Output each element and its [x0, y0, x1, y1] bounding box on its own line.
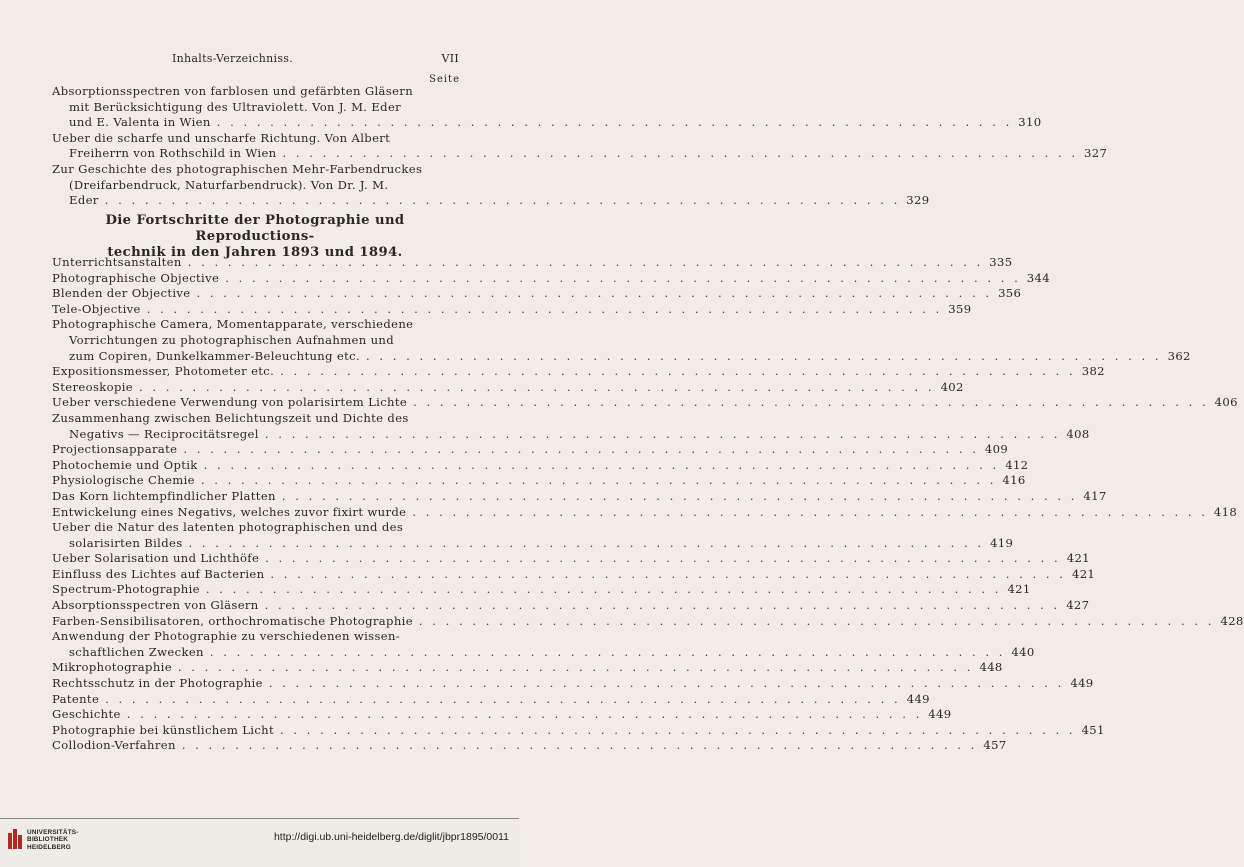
toc-entry-line — [52, 598, 1090, 614]
toc-entry-page: 329 — [906, 193, 930, 208]
toc-entry-title: Photographische Objective — [52, 270, 220, 285]
running-title: Inhalts-Verzeichniss. — [172, 52, 294, 65]
dot-leader: . . . . . . . . . . . . . . . . . . . . . . . . . . . . . . . . . . . . . . . . . . . . . . . . . . . . . . . . . . . . — [280, 722, 1076, 737]
toc-entry-page: 449 — [906, 691, 930, 706]
dot-leader: . . . . . . . . . . . . . . . . . . . . . . . . . . . . . . . . . . . . . . . . . . . . . . . . . . . . . . . . . . . . — [188, 535, 985, 550]
dot-leader: . . . . . . . . . . . . . . . . . . . . . . . . . . . . . . . . . . . . . . . . . . . . . . . . . . . . . . . . . . . . — [282, 146, 1079, 161]
toc-entry — [52, 130, 1108, 162]
toc-entry-title: Physiologische Chemie — [52, 473, 195, 488]
toc-entry-title: Freiherrn von Rothschild in Wien — [69, 146, 277, 161]
toc-entry-line — [52, 84, 458, 100]
toc-entry-line — [52, 442, 1009, 458]
toc-entry-line — [52, 317, 458, 333]
dot-leader: . . . . . . . . . . . . . . . . . . . . . . . . . . . . . . . . . . . . . . . . . . . . . . . . . . . . . . . . . . . . — [281, 488, 1078, 503]
toc-entry-line — [52, 644, 1035, 661]
toc-entry-page: 412 — [1005, 457, 1029, 472]
dot-leader: . . . . . . . . . . . . . . . . . . . . . . . . . . . . . . . . . . . . . . . . . . . . . . . . . . . . . . . . . . . . — [205, 582, 1002, 597]
dot-leader: . . . . . . . . . . . . . . . . . . . . . . . . . . . . . . . . . . . . . . . . . . . . . . . . . . . . . . . . . . . . — [412, 504, 1208, 519]
toc-entry-line — [52, 255, 1013, 271]
page-column-label: Seite — [429, 74, 460, 85]
dot-leader: . . . . . . . . . . . . . . . . . . . . . . . . . . . . . . . . . . . . . . . . . . . . . . . . . . . . . . . . . . . . — [177, 660, 974, 675]
toc-entry-line — [52, 520, 458, 536]
toc-entry-page: 335 — [989, 255, 1013, 269]
dot-leader: . . . . . . . . . . . . . . . . . . . . . . . . . . . . . . . . . . . . . . . . . . . . . . . . . . . . . . . . . . . . — [196, 286, 993, 301]
toc-entry-title: Mikrophotographie — [52, 660, 172, 675]
toc-entry-title: Eder — [69, 193, 99, 208]
toc-entry-line — [52, 613, 1244, 630]
toc-entry — [52, 504, 1238, 521]
toc-entry-line — [52, 426, 1090, 443]
toc-entry — [52, 691, 930, 708]
toc-entry-line — [52, 457, 1029, 474]
toc-entry-line — [52, 333, 458, 349]
toc-entry-title: Photographische Camera, Momentapparate, verschiedene — [52, 317, 414, 332]
toc-entry — [52, 379, 964, 396]
toc-entry — [52, 520, 1014, 551]
dot-leader: . . . . . . . . . . . . . . . . . . . . . . . . . . . . . . . . . . . . . . . . . . . . . . . . . . . . . . . . . . . . — [203, 457, 1000, 472]
toc-entry — [52, 457, 1029, 474]
toc-entry-title: Blenden der Objective — [52, 286, 191, 301]
toc-entry-page: 421 — [1066, 551, 1090, 566]
toc-entry-title: Anwendung der Photographie zu verschiedenen wissen- — [52, 629, 401, 644]
toc-entry — [52, 566, 1096, 583]
dot-leader: . . . . . . . . . . . . . . . . . . . . . . . . . . . . . . . . . . . . . . . . . . . . . . . . . . . . . . . . . . . . — [200, 473, 997, 488]
library-logo — [8, 829, 79, 851]
toc-entry-line — [52, 707, 952, 723]
toc-entry-line — [52, 535, 1014, 552]
toc-entry-page: 421 — [1071, 566, 1096, 581]
toc-entry — [52, 84, 1042, 131]
toc-entry-page: 448 — [979, 660, 1003, 675]
toc-entry-page: 449 — [1070, 676, 1094, 691]
toc-entry — [52, 707, 952, 723]
toc-entry-line — [52, 301, 972, 318]
toc-entry-line — [52, 115, 1042, 131]
toc-entry-line — [52, 162, 458, 178]
toc-entry — [52, 676, 1094, 692]
toc-entry-page: 451 — [1081, 722, 1105, 737]
toc-entry-title: Absorptionsspectren von Gläsern — [52, 598, 259, 613]
toc-entry-page: 409 — [984, 442, 1009, 457]
toc-entry-page: 428 — [1220, 613, 1244, 628]
dot-leader: . . . . . . . . . . . . . . . . . . . . . . . . . . . . . . . . . . . . . . . . . . . . . . . . . . . . . . . . . . . . — [146, 301, 943, 316]
footer-bar — [0, 818, 519, 867]
toc-entry-title: und E. Valenta in Wien — [69, 115, 211, 130]
toc-entry — [52, 442, 1009, 458]
toc-entry-title: Entwickelung eines Negativs, welches zuvor fixirt wurde — [52, 504, 407, 519]
toc-entry — [52, 473, 1026, 489]
dot-leader: . . . . . . . . . . . . . . . . . . . . . . . . . . . . . . . . . . . . . . . . . . . . . . . . . . . . . . . . . . . . — [264, 426, 1061, 441]
toc-entry — [52, 629, 1035, 660]
toc-entry-title: Projectionsapparate — [52, 442, 178, 457]
toc-entry-page: 421 — [1007, 582, 1031, 597]
toc-entry-line — [52, 691, 930, 708]
dot-leader: . . . . . . . . . . . . . . . . . . . . . . . . . . . . . . . . . . . . . . . . . . . . . . . . . . . . . . . . . . . . — [216, 115, 1013, 130]
toc-entry-title: Das Korn lichtempfindlicher Platten — [52, 488, 276, 503]
toc-entry-title: schaftlichen Zwecken — [69, 644, 204, 659]
toc-entry-page: 418 — [1213, 504, 1238, 519]
toc-entry-page: 427 — [1066, 598, 1090, 613]
toc-entry-line — [52, 582, 1031, 598]
toc-entry-line — [52, 488, 1107, 505]
toc-entry — [52, 301, 972, 318]
toc-entry-line — [52, 146, 1108, 162]
toc-entry-line — [52, 411, 458, 427]
dot-leader: . . . . . . . . . . . . . . . . . . . . . . . . . . . . . . . . . . . . . . . . . . . . . . . . . . . . . . . . . . . . — [225, 270, 1021, 285]
toc-entry-title: Photographie bei künstlichem Licht — [52, 722, 274, 737]
toc-entry-title: Farben-Sensibilisatoren, orthochromatische Photographie — [52, 613, 413, 628]
toc-entry-title: Tele-Objective — [52, 301, 141, 316]
toc-entry-title: Stereoskopie — [52, 379, 133, 394]
toc-entry-page: 356 — [998, 286, 1022, 301]
toc-entry-title: Absorptionsspectren von farblosen und gefärbten Gläsern — [52, 84, 414, 98]
toc-entry — [52, 317, 1191, 364]
dot-leader: . . . . . . . . . . . . . . . . . . . . . . . . . . . . . . . . . . . . . . . . . . . . . . . . . . . . . . . . . . . . — [418, 613, 1215, 628]
running-header — [172, 52, 459, 65]
toc-entry-line — [52, 270, 1050, 287]
toc-entry-line — [52, 193, 930, 209]
toc-entry-title: Unterrichtsanstalten — [52, 255, 182, 269]
toc-entry — [52, 660, 1003, 676]
toc-entry — [52, 738, 1007, 754]
dot-leader: . . . . . . . . . . . . . . . . . . . . . . . . . . . . . . . . . . . . . . . . . . . . . . . . . . . . . . . . . . . . — [366, 348, 1162, 363]
toc-main-list — [52, 255, 1244, 754]
dot-leader: . . . . . . . . . . . . . . . . . . . . . . . . . . . . . . . . . . . . . . . . . . . . . . . . . . . . . . . . . . . . — [265, 551, 1061, 566]
dot-leader: . . . . . . . . . . . . . . . . . . . . . . . . . . . . . . . . . . . . . . . . . . . . . . . . . . . . . . . . . . . . — [181, 738, 978, 753]
toc-entry-page: 344 — [1026, 270, 1050, 285]
source-url-link[interactable]: http://digi.ub.uni-heidelberg.de/diglit/jbpr1895/0011 — [273, 831, 509, 843]
toc-entry-page: 382 — [1081, 364, 1105, 379]
toc-entry-line — [52, 738, 1007, 754]
toc-entry-title: Collodion-Verfahren — [52, 738, 176, 753]
toc-entry-title: Photochemie und Optik — [52, 457, 198, 472]
toc-entry-title: Geschichte — [52, 707, 121, 722]
toc-entry-page: 408 — [1066, 426, 1090, 441]
toc-entry-page: 310 — [1018, 115, 1042, 130]
toc-entry-title: Vorrichtungen zu photographischen Aufnahmen und — [69, 332, 395, 347]
toc-entry-page: 449 — [928, 707, 952, 722]
toc-entry-page: 359 — [948, 301, 972, 316]
toc-entry-line — [52, 504, 1238, 521]
toc-entry-title: Ueber die scharfe und unscharfe Richtung. Von Albert — [52, 130, 391, 145]
toc-entry-page: 419 — [990, 535, 1014, 550]
dot-leader: . . . . . . . . . . . . . . . . . . . . . . . . . . . . . . . . . . . . . . . . . . . . . . . . . . . . . . . . . . . . — [183, 442, 979, 457]
dot-leader: . . . . . . . . . . . . . . . . . . . . . . . . . . . . . . . . . . . . . . . . . . . . . . . . . . . . . . . . . . . . — [209, 644, 1006, 659]
toc-entry-page: 402 — [940, 379, 964, 394]
toc-entry-title: Ueber verschiedene Verwendung von polarisirtem Lichte — [52, 395, 408, 410]
toc-entry-line — [52, 676, 1094, 692]
toc-entry — [52, 551, 1090, 567]
dot-leader: . . . . . . . . . . . . . . . . . . . . . . . . . . . . . . . . . . . . . . . . . . . . . . . . . . . . . . . . . . . . — [139, 379, 935, 394]
toc-entry-line — [52, 178, 458, 194]
logo-text-line: BIBLIOTHEK — [27, 836, 69, 844]
dot-leader: . . . . . . . . . . . . . . . . . . . . . . . . . . . . . . . . . . . . . . . . . . . . . . . . . . . . . . . . . . . . — [105, 691, 901, 706]
toc-entry — [52, 598, 1090, 614]
toc-entry-line — [52, 348, 1191, 365]
toc-entry-title: (Dreifarbendruck, Naturfarbendruck). Von Dr. J. M. — [69, 177, 389, 192]
toc-entry-page: 417 — [1083, 488, 1107, 503]
toc-entry — [52, 395, 1238, 411]
toc-entry-page: 362 — [1167, 348, 1191, 363]
toc-entry-line — [52, 395, 1238, 411]
toc-top-list — [52, 84, 1108, 209]
toc-entry-page: 406 — [1214, 395, 1238, 410]
toc-entry-page: 416 — [1002, 473, 1026, 488]
toc-entry-title: Negativs — Reciprocitätsregel — [69, 426, 259, 441]
toc-entry-line — [52, 629, 458, 645]
toc-entry-line — [52, 364, 1105, 380]
toc-entry — [52, 364, 1105, 380]
dot-leader: . . . . . . . . . . . . . . . . . . . . . . . . . . . . . . . . . . . . . . . . . . . . . . . . . . . . . . . . . . . . — [270, 566, 1066, 581]
toc-entry-title: Ueber die Natur des latenten photographischen und des — [52, 520, 404, 535]
toc-entry-title: Patente — [52, 691, 100, 706]
logo-text-line: HEIDELBERG — [27, 843, 71, 851]
toc-entry-page: 440 — [1011, 644, 1035, 659]
toc-entry-line — [52, 286, 1022, 302]
toc-entry — [52, 255, 1013, 271]
toc-entry — [52, 410, 1090, 442]
toc-entry-title: mit Berücksichtigung des Ultraviolett. Von J. M. Eder — [69, 99, 402, 114]
section-heading — [52, 213, 458, 261]
dot-leader: . . . . . . . . . . . . . . . . . . . . . . . . . . . . . . . . . . . . . . . . . . . . . . . . . . . . . . . . . . . . — [126, 707, 923, 722]
toc-entry-title: Expositionsmesser, Photometer etc. — [52, 364, 275, 379]
toc-entry-title: Zusammenhang zwischen Belichtungszeit und Dichte des — [52, 410, 409, 425]
toc-entry — [52, 488, 1107, 505]
dot-leader: . . . . . . . . . . . . . . . . . . . . . . . . . . . . . . . . . . . . . . . . . . . . . . . . . . . . . . . . . . . . — [268, 676, 1065, 691]
toc-entry — [52, 161, 930, 209]
dot-leader: . . . . . . . . . . . . . . . . . . . . . . . . . . . . . . . . . . . . . . . . . . . . . . . . . . . . . . . . . . . . — [264, 598, 1061, 613]
toc-entry-line — [52, 566, 1096, 583]
toc-entry-title: zum Copiren, Dunkelkammer-Beleuchtung etc. — [69, 348, 361, 363]
toc-entry-title: solarisirten Bildes — [69, 535, 183, 550]
section-heading-line: Die Fortschritte der Photographie und Reproductions- — [105, 213, 405, 244]
section-heading-line: technik in den Jahren 1893 und 1894. — [107, 245, 403, 260]
toc-entry-title: Einfluss des Lichtes auf Bacterien — [52, 566, 265, 581]
dot-leader: . . . . . . . . . . . . . . . . . . . . . . . . . . . . . . . . . . . . . . . . . . . . . . . . . . . . . . . . . . . . — [413, 395, 1209, 410]
toc-entry-line — [52, 131, 458, 147]
library-logo-icon — [8, 829, 22, 849]
page-number: VII — [441, 52, 459, 65]
toc-entry-title: Ueber Solarisation und Lichthöfe — [52, 551, 260, 566]
toc-entry — [52, 582, 1031, 598]
dot-leader: . . . . . . . . . . . . . . . . . . . . . . . . . . . . . . . . . . . . . . . . . . . . . . . . . . . . . . . . . . . . — [187, 255, 984, 269]
dot-leader: . . . . . . . . . . . . . . . . . . . . . . . . . . . . . . . . . . . . . . . . . . . . . . . . . . . . . . . . . . . . — [104, 193, 901, 208]
toc-entry-line — [52, 379, 964, 396]
toc-entry-line — [52, 100, 458, 116]
toc-entry-line — [52, 473, 1026, 489]
toc-entry — [52, 722, 1105, 739]
toc-entry — [52, 286, 1022, 302]
logo-text-line: UNIVERSITÄTS- — [27, 829, 79, 836]
dot-leader: . . . . . . . . . . . . . . . . . . . . . . . . . . . . . . . . . . . . . . . . . . . . . . . . . . . . . . . . . . . . — [280, 364, 1076, 379]
toc-entry-line — [52, 551, 1090, 567]
toc-entry — [52, 270, 1050, 287]
toc-entry — [52, 613, 1244, 630]
toc-entry-title: Spectrum-Photographie — [52, 582, 200, 597]
toc-entry-title: Rechtsschutz in der Photographie — [52, 676, 263, 691]
toc-entry-page: 327 — [1084, 146, 1108, 161]
toc-entry-title: Zur Geschichte des photographischen Mehr-Farbendruckes — [52, 161, 423, 176]
toc-entry-line — [52, 660, 1003, 676]
toc-entry-page: 457 — [983, 738, 1007, 753]
toc-entry-line — [52, 722, 1105, 739]
